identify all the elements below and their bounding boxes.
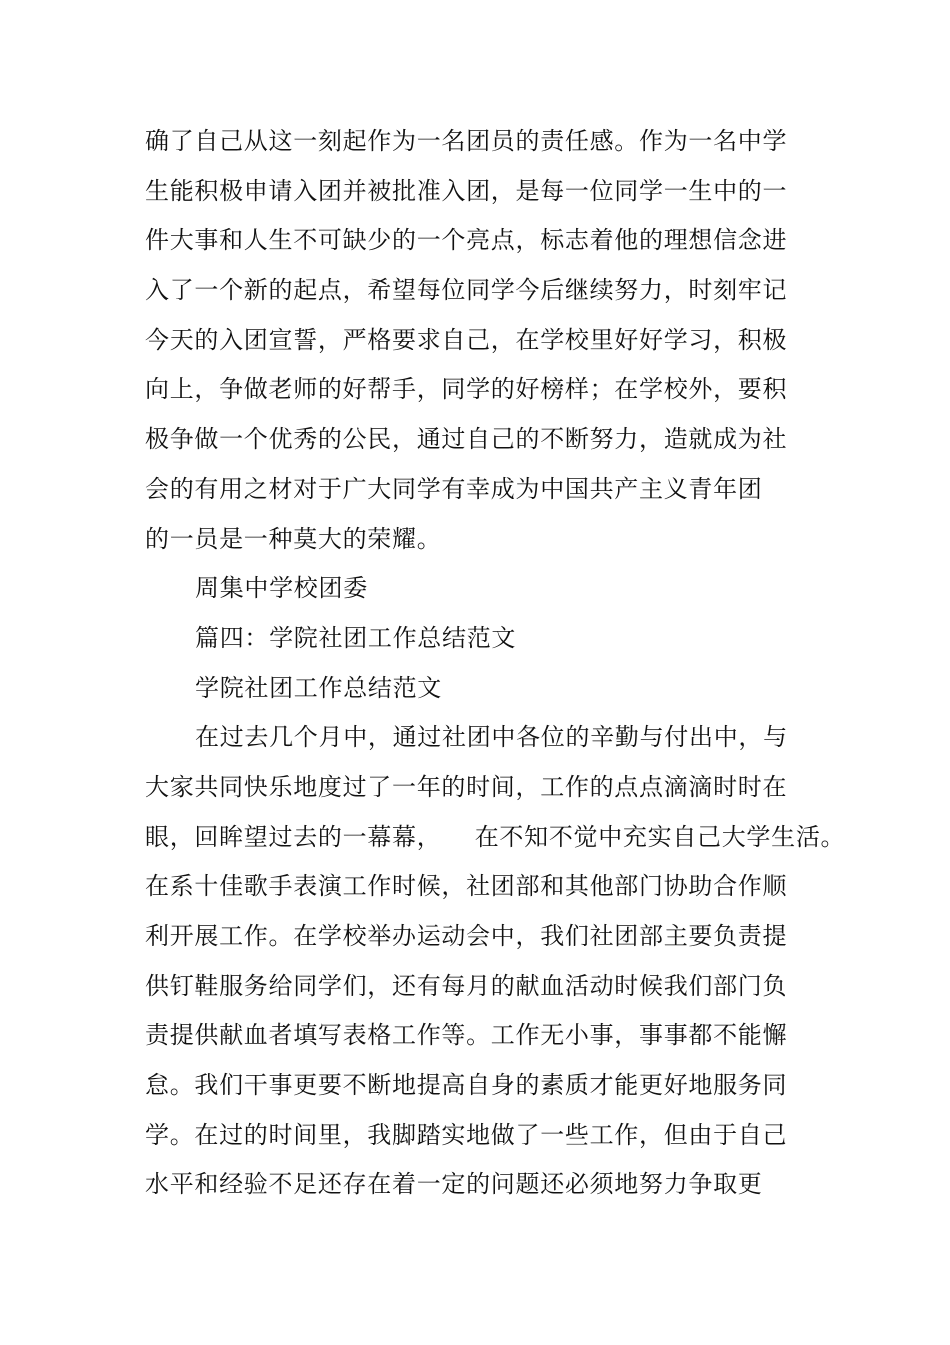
text-line: 会的有用之材对于广大同学有幸成为中国共产主义青年团	[145, 474, 763, 503]
text-line: 学院社团工作总结范文	[195, 673, 442, 702]
text-line: 确了自己从这一刻起作为一名团员的责任感。作为一名中学	[145, 127, 788, 155]
text-line: 责提供献血者填写表格工作等。工作无小事，事事都不能懈	[145, 1021, 788, 1050]
text-line: 今天的入团宣誓，严格要求自己，在学校里好好学习，积极	[145, 325, 788, 354]
text-line: 怠。我们干事更要不断地提高自身的素质才能更好地服务同	[145, 1071, 788, 1100]
text-line: 利开展工作。在学校举办运动会中，我们社团部主要负责提	[145, 922, 788, 950]
text-line: 在过去几个月中，通过社团中各位的辛勤与付出中，与	[195, 723, 788, 752]
text-line: 供钉鞋服务给同学们，还有每月的献血活动时候我们部门负	[145, 971, 788, 1000]
text-line: 水平和经验不足还存在着一定的问题还必须地努力争取更	[145, 1170, 763, 1199]
text-line: 极争做一个优秀的公民，通过自己的不断努力，造就成为社	[145, 425, 788, 454]
text-line: 入了一个新的起点，希望每位同学今后继续努力，时刻牢记	[145, 276, 788, 305]
text-line: 学。在过的时间里，我脚踏实地做了一些工作，但由于自己	[145, 1120, 788, 1149]
text-line: 生能积极申请入团并被批准入团，是每一位同学一生中的一	[145, 176, 788, 205]
text-line: 周集中学校团委	[195, 574, 368, 603]
text-line: 向上，争做老师的好帮手，同学的好榜样；在学校外，要积	[145, 375, 788, 404]
text-line: 篇四：学院社团工作总结范文	[195, 623, 517, 652]
text-line: 大家共同快乐地度过了一年的时间，工作的点点滴滴时时在	[145, 772, 788, 801]
text-line: 的一员是一种莫大的荣耀。	[145, 524, 442, 553]
text-line: 在系十佳歌手表演工作时候，社团部和其他部门协助合作顺	[145, 872, 788, 901]
text-line: 眼，回眸望过去的一幕幕， 在不知不觉中充实自己大学生活。	[145, 822, 846, 851]
document-body	[145, 117, 846, 1210]
text-line: 件大事和人生不可缺少的一个亮点，标志着他的理想信念进	[145, 226, 788, 255]
